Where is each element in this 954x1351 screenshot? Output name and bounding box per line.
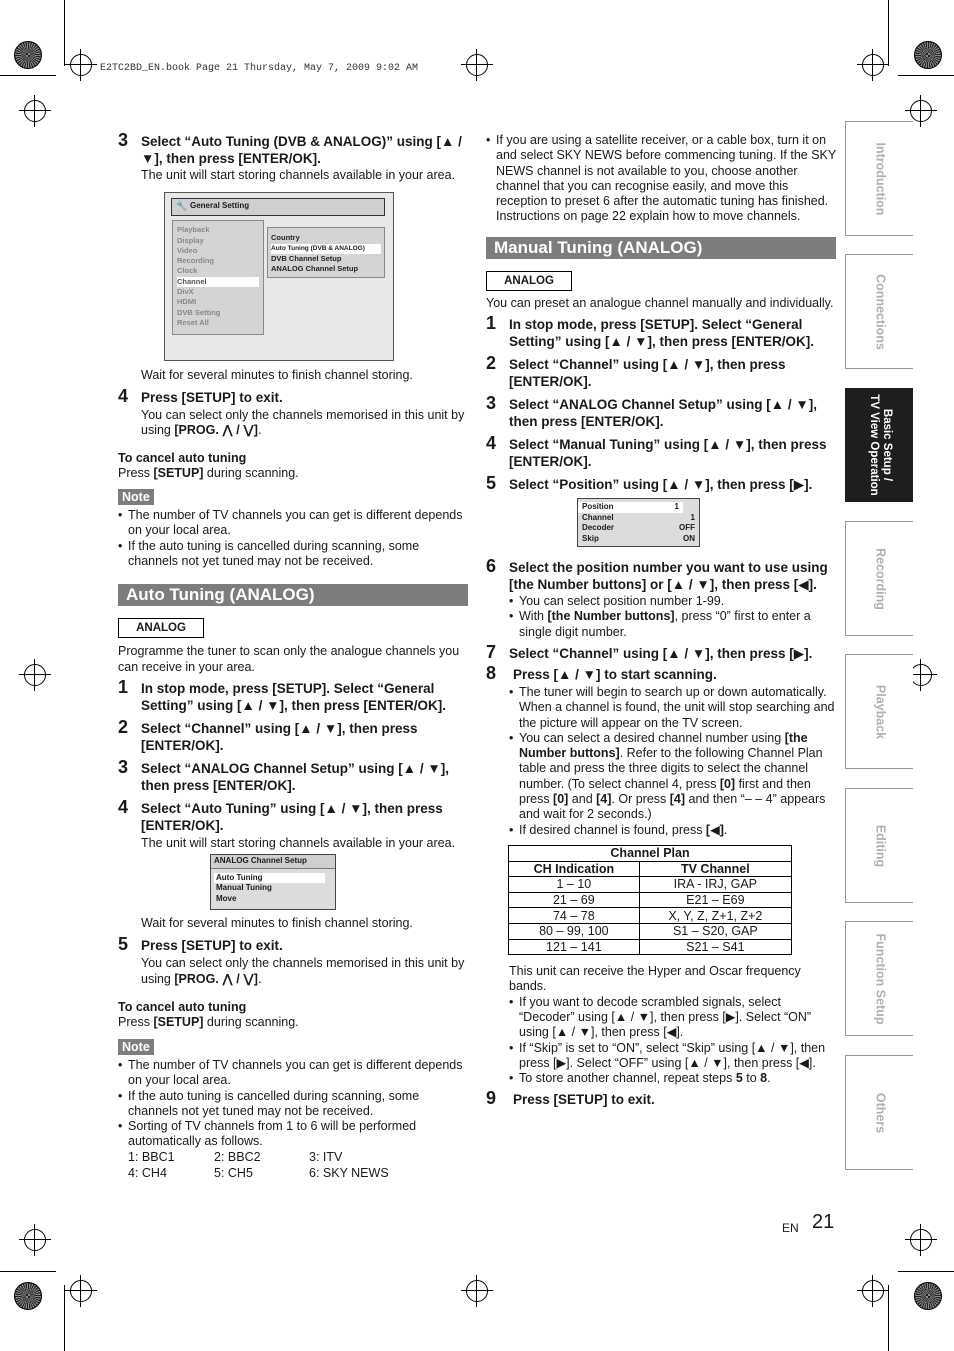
step-8 <box>486 662 836 683</box>
step-3 <box>118 756 468 794</box>
step-number: 3 <box>118 130 129 150</box>
text-run-bold: [SETUP] <box>153 1015 204 1030</box>
table-cell: 80 – 99, 100 <box>509 923 640 939</box>
registration-mark <box>24 100 46 122</box>
bullet-item: • If “Skip” is set to “ON”, select “Skip” using [▲ / ▼], then press [▶]. Select “OFF” using [▲ / ▼], then press [◀]. <box>509 1041 836 1072</box>
step-5-exit <box>118 934 468 955</box>
tab-label: Playback <box>873 684 888 739</box>
registration-mark <box>910 100 932 122</box>
text-run-bold: [SETUP] <box>153 466 204 481</box>
setting-row-selected <box>578 502 683 513</box>
step-number: 4 <box>118 385 129 406</box>
bullet-item <box>509 1071 836 1086</box>
step-4-exit <box>118 385 468 406</box>
section-title-manual-tuning-analog: Manual Tuning (ANALOG) <box>486 237 836 259</box>
step-subtext <box>141 956 468 987</box>
step-number: 3 <box>118 756 129 777</box>
menu-item: Display <box>177 235 204 245</box>
bullet-item <box>509 609 836 640</box>
position-screen <box>577 498 700 547</box>
bullet-item: • If you want to decode scrambled signals, select “Decoder” using [▲ / ▼], then press [▶]. Select “ON” using [▲ / ▼], then press [◀]. <box>509 995 836 1041</box>
wrench-icon: 🔧 <box>176 201 188 212</box>
menu-item: DVB Setting <box>177 307 221 317</box>
section-title-auto-tuning-analog: Auto Tuning (ANALOG) <box>118 584 468 606</box>
setting-value: 1 <box>690 512 695 522</box>
text-run: first and then press <box>519 776 811 807</box>
note-item: • If the auto tuning is cancelled during scanning, some channels not yet tuned may not be received. <box>118 1089 468 1120</box>
menu-item: Video <box>177 245 198 255</box>
text-run: Press <box>118 1015 154 1030</box>
text-run-bold: [4] <box>669 792 686 807</box>
step-text: Press [▲ / ▼] to start scanning. <box>513 666 717 682</box>
note-label: Note <box>118 1039 154 1055</box>
registration-mark <box>910 664 932 686</box>
step-text: In stop mode, press [SETUP]. Select “General Setting” using [▲ / ▼], then press [ENTER/OK]. <box>141 680 446 713</box>
crop-line <box>0 1271 56 1272</box>
text-run-bold: [PROG. ⋀ / ⋁] <box>174 971 258 986</box>
step-2 <box>118 716 468 754</box>
step-text: Select “Manual Tuning” using [▲ / ▼], then press [ENTER/OK]. <box>509 437 827 470</box>
table-title: Channel Plan <box>509 845 792 861</box>
step-2 <box>486 353 836 390</box>
text-run: . <box>723 822 728 837</box>
text-run: . <box>257 971 262 986</box>
bullet-item <box>509 823 836 838</box>
step-text: Select “ANALOG Channel Setup” using [▲ / ▼], then press [ENTER/OK]. <box>141 760 449 793</box>
screen-right-menu <box>267 227 385 278</box>
table-cell: E21 – E69 <box>639 892 791 908</box>
step-subtext: The unit will start storing channels available in your area. <box>141 168 456 182</box>
crop-line <box>888 1285 889 1351</box>
column-header: TV Channel <box>639 861 791 877</box>
step-text: Select “ANALOG Channel Setup” using [▲ / ▼], then press [ENTER/OK]. <box>509 397 817 430</box>
cancel-title: To cancel auto tuning <box>118 451 247 466</box>
registration-disc <box>14 1282 42 1310</box>
menu-item: Country <box>271 233 300 243</box>
step-4 <box>118 796 468 834</box>
tail-bullets <box>509 995 836 1087</box>
menu-item: Clock <box>177 266 198 276</box>
screen-title-bar <box>171 198 385 216</box>
step-text: Select the position number you want to use using [the Number buttons] or [▲ / ▼], then press [◀]. <box>509 560 828 593</box>
cancel-text <box>118 466 468 481</box>
channel-plan-table <box>508 845 792 955</box>
setting-value: 1 <box>674 502 679 512</box>
step-number: 5 <box>118 934 129 955</box>
registration-disc <box>914 1282 942 1310</box>
table-row <box>509 908 792 924</box>
text-run: Press <box>118 466 154 481</box>
setting-value: ON <box>683 533 695 543</box>
step-1 <box>118 676 468 714</box>
menu-item: HDMI <box>177 297 197 307</box>
registration-mark <box>910 1229 932 1251</box>
hyper-oscar-text: This unit can receive the Hyper and Oscar frequency bands. <box>509 964 801 994</box>
registration-disc <box>14 41 42 69</box>
text-run: during scanning. <box>203 466 299 481</box>
tab-label: Editing <box>873 824 888 867</box>
tab-label: Function Setup <box>873 933 888 1024</box>
channel-plan-table-wrap <box>508 845 836 955</box>
menu-item: Manual Tuning <box>216 883 272 893</box>
crop-line <box>0 75 56 76</box>
crop-line <box>64 1285 65 1351</box>
arrow-right-icon: ▶ <box>250 275 258 287</box>
screen-title: ANALOG Channel Setup <box>211 855 335 869</box>
registration-mark <box>862 1280 884 1302</box>
side-tab-recording[interactable] <box>845 521 913 636</box>
side-tab-others[interactable] <box>845 1055 913 1170</box>
step-text: Press [SETUP] to exit. <box>141 389 283 405</box>
step-text: Select “Channel” using [▲ / ▼], then press [ENTER/OK]. <box>509 357 786 390</box>
registration-mark <box>24 664 46 686</box>
step-number: 6 <box>486 556 497 577</box>
step-bullets <box>509 685 836 838</box>
note-item: • If you are using a satellite receiver, or a cable box, turn it on and select SKY NEWS before commencing tuning. If the SKY NEWS channel is not available to you, choose another channel that you can recognise easily, and move this reception to preset 6 after the automatic tuning has finished. Instructions on page 22 explain how to move channels. <box>486 133 836 225</box>
step-number: 5 <box>486 473 497 494</box>
registration-mark <box>862 54 884 76</box>
table-cell: S21 – S41 <box>639 939 791 955</box>
setting-value: OFF <box>679 523 695 533</box>
right-column <box>486 133 836 1108</box>
crop-line <box>888 0 889 66</box>
table-cell: 74 – 78 <box>509 908 640 924</box>
table-cell: 21 – 69 <box>509 892 640 908</box>
step-number: 3 <box>486 393 497 414</box>
menu-item-selected: Channel <box>177 277 259 287</box>
crop-line <box>898 75 954 76</box>
text-run: To store another channel, repeat steps <box>519 1071 736 1086</box>
side-tab-playback[interactable] <box>845 654 913 769</box>
text-run-bold: [the Number buttons] <box>519 730 808 761</box>
crop-line <box>898 1271 954 1272</box>
text-run: during scanning. <box>203 1015 299 1030</box>
sort-cell: 6: SKY NEWS <box>309 1165 389 1180</box>
step-number: 4 <box>118 796 129 817</box>
tab-label: Recording <box>873 547 888 610</box>
menu-item: Reset All <box>177 317 209 327</box>
table-cell: S1 – S20, GAP <box>639 923 791 939</box>
setting-row <box>578 513 699 524</box>
registration-mark <box>70 54 92 76</box>
note-label: Note <box>118 489 154 505</box>
tab-label: Introduction <box>873 142 888 215</box>
side-tab-introduction[interactable] <box>845 121 913 236</box>
top-note-list <box>486 133 836 225</box>
registration-mark <box>70 1280 92 1302</box>
left-column <box>118 131 468 1182</box>
tab-label-line: TV View Operation <box>867 394 880 496</box>
step-subtext: The unit will start storing channels available in your area. <box>141 835 456 850</box>
text-run: and then “– – 4” appears and wait for 2 seconds.) <box>519 792 826 822</box>
text-run-bold: [the Number buttons] <box>547 609 675 624</box>
registration-mark <box>24 1229 46 1251</box>
text-run-bold: [0] <box>719 776 736 791</box>
cancel-title: To cancel auto tuning <box>118 1000 247 1015</box>
step-number: 8 <box>486 662 497 683</box>
note-item: • Sorting of TV channels from 1 to 6 will be performed automatically as follows. <box>118 1119 468 1150</box>
menu-item: Recording <box>177 256 215 266</box>
step-subtext <box>141 408 468 439</box>
side-tab-function-setup[interactable] <box>845 921 913 1036</box>
cancel-text <box>118 1015 468 1030</box>
column-header: CH Indication <box>509 861 640 877</box>
step-number: 9 <box>486 1088 497 1109</box>
bullet-item: • The tuner will begin to search up or down automatically. When a channel is found, the unit will stop searching and the picture will appear on the TV screen. <box>509 685 836 731</box>
step-text: Select “Channel” using [▲ / ▼], then press [ENTER/OK]. <box>141 720 418 753</box>
menu-item: ANALOG Channel Setup <box>271 264 359 274</box>
sort-cell: 5: CH5 <box>214 1165 253 1180</box>
step-4 <box>486 433 836 470</box>
setting-label: Decoder <box>582 523 615 533</box>
text-run-bold: [PROG. ⋀ / ⋁] <box>174 422 258 437</box>
step-text: Press [SETUP] to exit. <box>141 938 283 954</box>
table-cell: IRA - IRJ, GAP <box>639 877 791 893</box>
setting-row <box>578 534 699 545</box>
menu-item: DivX <box>177 287 194 297</box>
note-item: • The number of TV channels you can get is different depends on your local area. <box>118 508 468 539</box>
text-run-bold: [4] <box>596 792 612 807</box>
sort-cell: 4: CH4 <box>128 1165 167 1180</box>
sort-cell: 3: ITV <box>309 1149 343 1164</box>
step-3-auto-dvb <box>118 130 468 167</box>
step-number: 1 <box>118 676 129 697</box>
analog-tag: ANALOG <box>118 618 204 638</box>
step-bullets <box>509 594 836 640</box>
section-intro: Programme the tuner to scan only the analogue channels you can receive in your area. <box>118 644 460 674</box>
screen-title: General Setting <box>190 201 250 211</box>
text-run: With <box>519 609 548 624</box>
menu-item-selected: Auto Tuning (DVB & ANALOG) <box>271 244 381 254</box>
step-text: Select “Auto Tuning” using [▲ / ▼], then press [ENTER/OK]. <box>141 800 443 833</box>
wait-text: Wait for several minutes to finish channel storing. <box>141 368 413 383</box>
step-text: Press [SETUP] to exit. <box>513 1092 655 1108</box>
text-run: . Or press <box>611 792 670 807</box>
text-run: . <box>767 1071 771 1086</box>
registration-disc <box>914 41 942 69</box>
table-row <box>509 892 792 908</box>
crop-line <box>64 0 65 66</box>
menu-item: Move <box>216 893 237 903</box>
text-run-bold: 8 <box>760 1071 768 1086</box>
note-list <box>118 508 468 569</box>
step-number: 4 <box>486 433 497 454</box>
text-run: . <box>257 422 262 437</box>
setting-label: Position <box>582 502 614 512</box>
tab-label: Others <box>873 1092 888 1133</box>
text-run-bold: [0] <box>553 792 569 807</box>
general-setting-screen <box>164 192 394 361</box>
step-text: Select “Auto Tuning (DVB & ANALOG)” using [▲ / ▼], then press [ENTER/OK]. <box>141 134 462 166</box>
sort-cell: 1: BBC1 <box>128 1149 175 1164</box>
wait-text: Wait for several minutes to finish channel storing. <box>141 916 413 931</box>
step-number: 2 <box>118 716 129 737</box>
note-item: • If the auto tuning is cancelled during scanning, some channels not yet tuned may not be received. <box>118 539 468 570</box>
menu-item: DVB Channel Setup <box>271 253 342 263</box>
side-tab-editing[interactable] <box>845 788 913 903</box>
table-row <box>509 877 792 893</box>
print-header: E2TC2BD_EN.book Page 21 Thursday, May 7, 2009 9:02 AM <box>100 63 419 74</box>
registration-mark <box>466 1280 488 1302</box>
section-intro: You can preset an analogue channel manually and individually. <box>486 295 834 310</box>
table-row <box>509 923 792 939</box>
text-run: and <box>568 792 597 807</box>
tab-label: Connections <box>873 273 888 350</box>
text-run: You can select a desired channel number using <box>519 730 785 745</box>
step-5 <box>486 473 836 494</box>
bullet-item: • You can select position number 1-99. <box>509 594 836 609</box>
step-text: Select “Position” using [▲ / ▼], then press [▶]. <box>509 477 813 493</box>
step-3 <box>486 393 836 430</box>
setting-label: Skip <box>582 533 599 543</box>
side-tab-connections[interactable] <box>845 254 913 369</box>
step-9 <box>486 1088 836 1109</box>
text-run: to <box>742 1071 761 1086</box>
text-run-bold: [◀] <box>705 822 724 837</box>
table-cell: 1 – 10 <box>509 877 640 893</box>
sort-cell: 2: BBC2 <box>214 1149 261 1164</box>
step-text: In stop mode, press [SETUP]. Select “General Setting” using [▲ / ▼], then press [ENTER/OK]. <box>509 317 814 350</box>
menu-item: Playback <box>177 225 210 235</box>
setting-label: Channel <box>582 512 614 522</box>
menu-item-selected: Auto Tuning <box>214 873 325 884</box>
page-number: 21 <box>812 1211 835 1233</box>
text-run: You can select only the channels memorised in this unit by using <box>141 407 465 437</box>
table-cell: X, Y, Z, Z+1, Z+2 <box>639 908 791 924</box>
side-tab-basic-setup[interactable] <box>845 388 913 502</box>
registration-mark <box>466 54 488 76</box>
text-run: . Refer to the following Channel Plan table and press the three digits to select the channel number. (To select channel 4, press <box>519 746 823 791</box>
text-run: If desired channel is found, press <box>519 822 706 837</box>
tab-label-line: Basic Setup / <box>880 408 893 482</box>
table-row <box>509 939 792 955</box>
step-number: 1 <box>486 313 497 334</box>
setting-row <box>578 523 699 534</box>
language-code: EN <box>782 1221 799 1235</box>
note-list <box>118 1058 468 1150</box>
analog-tag: ANALOG <box>486 271 572 291</box>
text-run: You can select only the channels memorised in this unit by using <box>141 956 465 986</box>
tab-label <box>867 394 893 495</box>
step-7 <box>486 641 836 662</box>
table-cell: 121 – 141 <box>509 939 640 955</box>
step-1 <box>486 313 836 350</box>
step-number: 2 <box>486 353 497 374</box>
text-run: , press “0” first to enter a single digit number. <box>519 609 811 639</box>
note-item: • The number of TV channels you can get is different depends on your local area. <box>118 1058 468 1089</box>
sort-table <box>128 1150 468 1182</box>
step-text: Select “Channel” using [▲ / ▼], then press [▶]. <box>509 645 813 661</box>
step-6 <box>486 556 836 593</box>
text-run-bold: 5 <box>735 1071 743 1086</box>
bullet-item <box>509 731 836 823</box>
analog-channel-setup-screen <box>210 854 336 910</box>
step-number: 7 <box>486 641 497 662</box>
